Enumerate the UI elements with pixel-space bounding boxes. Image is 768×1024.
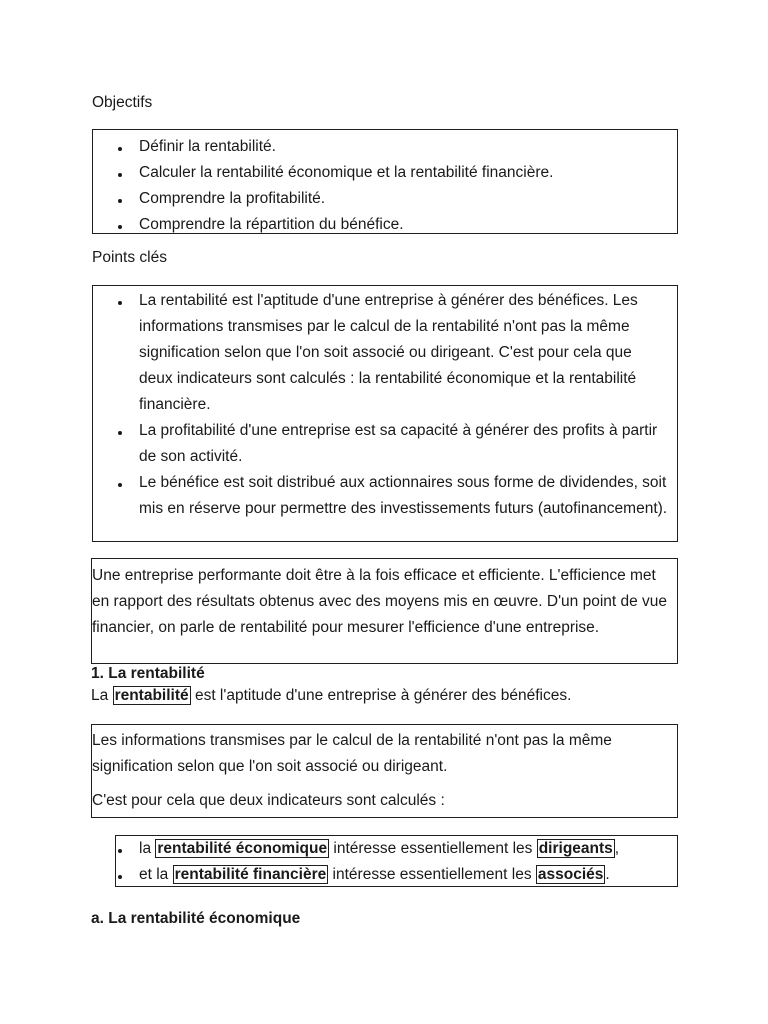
info-paragraph-2: C'est pour cela que deux indicateurs sont calculés :	[92, 792, 445, 809]
list-item: Comprendre la répartition du bénéfice.	[93, 212, 677, 238]
keyword-rentabilite: rentabilité	[114, 687, 189, 704]
keyword-rentabilite-financiere: rentabilité financière	[174, 866, 327, 883]
rentabilite-definition	[91, 686, 571, 706]
points-cles-heading: Points clés	[92, 249, 167, 266]
definition-suffix: est l'aptitude d'une entreprise à générer des bénéfices.	[194, 687, 572, 704]
section-1-title: 1. La rentabilité	[91, 665, 205, 682]
indicator-middle: intéresse essentiellement les	[332, 866, 532, 883]
list-item: La rentabilité est l'aptitude d'une entreprise à générer des bénéfices. Les informations transmises par le calcul de la rentabilité n'ont pas la même signification selon que l'on soit associé ou dirigeant. C'est pour cela que deux indicateurs sont calculés : la rentabilité économique et la rentabilité financière.	[93, 288, 669, 418]
indicator-end: ,	[614, 840, 620, 857]
indicators-list	[116, 836, 677, 888]
indicator-financiere	[116, 862, 677, 888]
points-cles-box	[92, 285, 678, 542]
indicators-box	[115, 835, 678, 887]
list-item: Comprendre la profitabilité.	[93, 186, 677, 212]
info-paragraph-1: Les informations transmises par le calcul de la rentabilité n'ont pas la même signification selon que l'on soit associé ou dirigeant.	[92, 732, 612, 775]
intro-text: Une entreprise performante doit être à la fois efficace et efficiente. L'efficience met en rapport des résultats obtenus avec des moyens mis en œuvre. D'un point de vue financier, on parle de rentabilité pour mesurer l'efficience d'une entreprise.	[92, 567, 668, 636]
indicator-end: .	[605, 866, 610, 883]
list-item: La profitabilité d'une entreprise est sa capacité à générer des profits à partir de son activité.	[93, 418, 669, 470]
keyword-dirigeants: dirigeants	[538, 840, 613, 857]
list-item: Définir la rentabilité.	[93, 134, 677, 160]
objectifs-heading: Objectifs	[92, 94, 153, 111]
keyword-associes: associés	[537, 866, 604, 883]
indicator-prefix: et la	[139, 866, 169, 883]
indicator-economique	[116, 836, 677, 862]
indicator-prefix: la	[139, 840, 152, 857]
indicator-middle: intéresse essentiellement les	[333, 840, 533, 857]
points-cles-list	[93, 288, 669, 522]
list-item: Le bénéfice est soit distribué aux actionnaires sous forme de dividendes, soit mis en réserve pour permettre des investissements futurs (autofinancement).	[93, 470, 669, 522]
info-box	[91, 724, 678, 818]
section-a-title: a. La rentabilité économique	[91, 910, 301, 927]
intro-box	[91, 558, 678, 664]
definition-prefix: La	[91, 687, 109, 704]
objectifs-list	[93, 134, 677, 238]
keyword-rentabilite-economique: rentabilité économique	[157, 840, 328, 857]
list-item: Calculer la rentabilité économique et la rentabilité financière.	[93, 160, 677, 186]
objectifs-box	[92, 129, 678, 234]
